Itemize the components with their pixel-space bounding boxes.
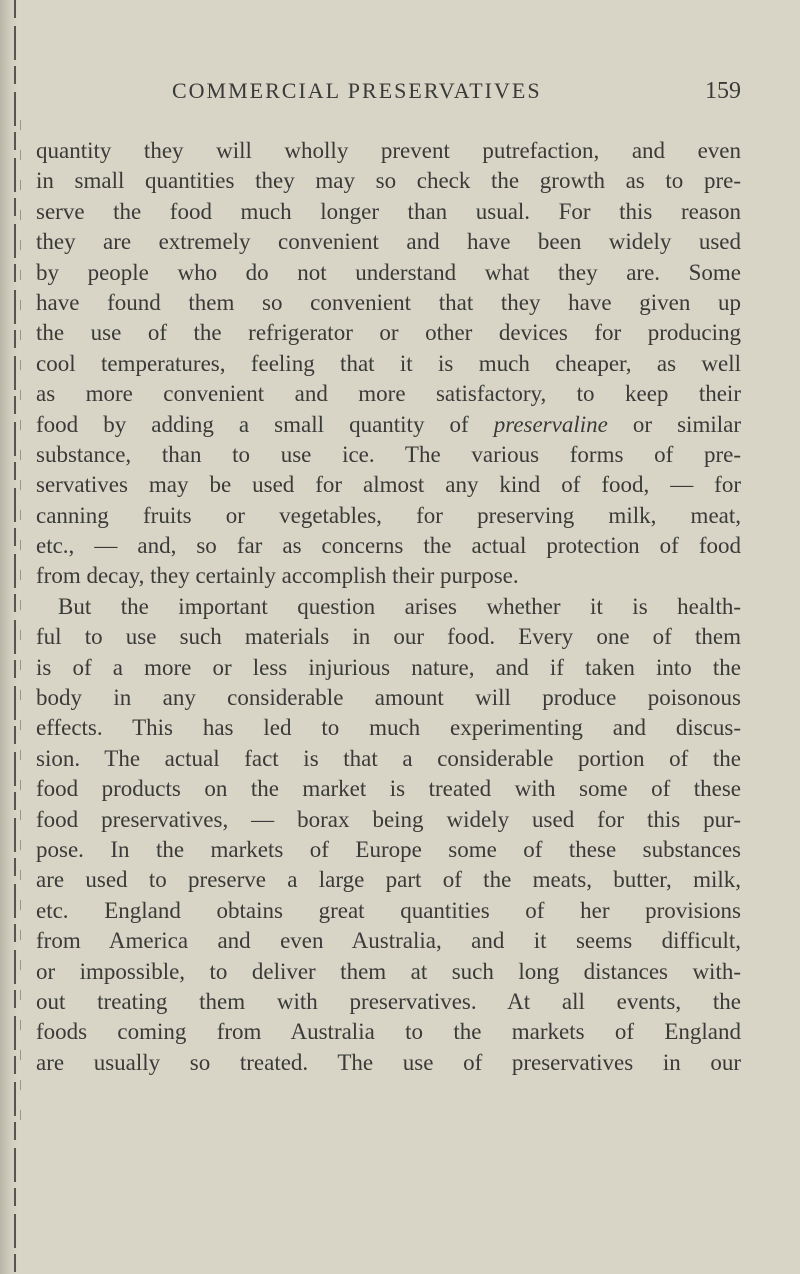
text-line: out treating them with preservatives. At all events, the — [36, 988, 741, 1014]
text-line: foods coming from Australia to the markets of England — [36, 1019, 741, 1045]
text-line: effects. This has led to much experimenting and discus- — [36, 715, 741, 741]
text-line: ful to use such materials in our food. Every one of them — [36, 624, 741, 650]
paragraph-1 — [36, 136, 741, 592]
text-line: pose. In the markets of Europe some of these substances — [36, 836, 741, 862]
text-line: in small quantities they may so check the growth as to pre- — [36, 168, 741, 194]
text-line: quantity they will wholly prevent putrefaction, and even — [36, 138, 741, 163]
text-line: canning fruits or vegetables, for preserving milk, meat, — [36, 502, 741, 528]
text-line: etc. England obtains great quantities of her provisions — [36, 897, 741, 923]
text-segment: food by adding a small quantity of — [36, 411, 494, 437]
text-line: serve the food much longer than usual. For this reason — [36, 198, 741, 224]
text-line: as more convenient and more satisfactory, to keep their — [36, 381, 741, 407]
text-line: by people who do not understand what they are. Some — [36, 259, 741, 285]
running-head: COMMERCIAL PRESERVATIVES — [172, 78, 542, 103]
text-line: food products on the market is treated with some of these — [36, 776, 741, 802]
text-line — [36, 410, 741, 440]
page-number: 159 — [705, 78, 741, 104]
text-line: substance, than to use ice. The various forms of pre- — [36, 441, 741, 467]
text-line: is of a more or less injurious nature, and if taken into the — [36, 654, 741, 680]
paragraph-2 — [36, 592, 741, 1078]
text-line: from decay, they certainly accomplish their purpose. — [36, 563, 519, 589]
text-line: body in any considerable amount will produce poisonous — [36, 685, 741, 711]
text-line: But the important question arises whether it is health- — [58, 593, 741, 619]
text-line: from America and even Australia, and it seems difficult, — [36, 928, 741, 954]
page-header — [36, 76, 741, 106]
text-line: cool temperatures, feeling that it is much cheaper, as well — [36, 350, 741, 376]
page-body — [36, 136, 741, 1078]
text-line: they are extremely convenient and have been widely used — [36, 229, 741, 255]
text-line: have found them so convenient that they have given up — [36, 289, 741, 315]
text-segment: or similar — [607, 411, 741, 437]
text-line: food preservatives, — borax being widely used for this pur- — [36, 806, 741, 832]
text-line: are usually so treated. The use of preservatives in our — [36, 1049, 741, 1075]
text-line: the use of the refrigerator or other devices for producing — [36, 320, 741, 346]
binding-edge — [14, 0, 16, 1274]
text-line: are used to preserve a large part of the meats, butter, milk, — [36, 867, 741, 893]
italic-term: preservaline — [493, 411, 608, 437]
text-line: etc., — and, so far as concerns the actual protection of food — [36, 533, 741, 559]
text-line: servatives may be used for almost any kind of food, — for — [36, 472, 741, 498]
text-line: or impossible, to deliver them at such long distances with- — [36, 958, 741, 984]
binding-edge-secondary — [20, 120, 21, 1120]
text-line: sion. The actual fact is that a considerable portion of the — [36, 745, 741, 771]
